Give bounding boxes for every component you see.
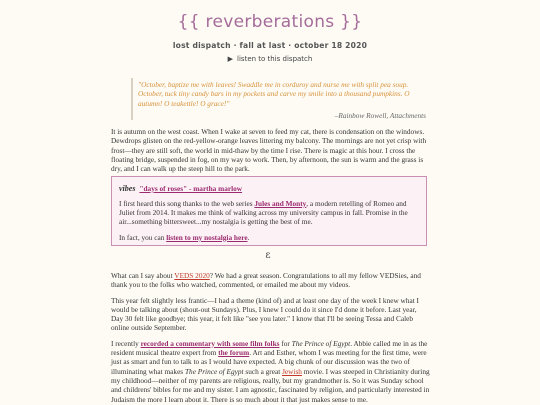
intro-paragraph: [111, 127, 430, 173]
vibes-box: [111, 176, 427, 246]
body-paragraphs: [111, 271, 430, 404]
site-header: [0, 0, 540, 63]
body-text: What can I say about: [111, 271, 175, 280]
vibes-label: vibes: [119, 184, 136, 193]
vibes-text: I first heard this song thanks to the web series: [119, 199, 255, 208]
body-text: . Abbie called me in as the resident musical theatre expert from: [111, 338, 428, 358]
vibes-text: .: [247, 232, 250, 242]
intro-text: It is autumn on the west coast. When I wake at seven to feed my cat, there is condensation on the windows. Dewdrops glisten on the red-yellow-orange leaves littering my balcony. The mornings are not yet crisp with frost—they are still soft, the world in mid-thaw by the time I rise. There is magic at this hour. I cross the floating bridge, suspended in fog, on my way to work. Then, by afternoon, the sun is warm and the grass is dry, and I can walk up the steep hill to the park.: [111, 127, 427, 174]
jewish-link[interactable]: Jewish: [282, 366, 302, 376]
jules-and-monty-link[interactable]: Jules and Monty: [254, 199, 307, 208]
film-title: The Prince of Egypt: [291, 338, 351, 348]
vibes-text: In fact, you can: [119, 232, 167, 242]
commentary-link[interactable]: recorded a commentary with some film folks: [140, 338, 280, 348]
vibes-paragraph-2: [119, 233, 418, 242]
body-text: . Art and Esther, whom I was meeting for the first time, were just as smart and fun to talk to as I would have expected. A big chunk of our discussion was the two of illuminating what makes: [111, 348, 427, 376]
body-paragraph-1: [111, 271, 430, 290]
body-text: movie. I was steeped in Christianity during my childhood—neither of my parents are religious, really, but my grandmother is. So it was Sunday school and childrens' bibles for me and my sister. I am agnostic, fascinated by religion, and particularly interested in Judaism the more I learn about it. There is so much about it that just makes sense to me.: [111, 366, 430, 404]
listen-label: listen to this dispatch: [237, 55, 313, 63]
site-title-link[interactable]: {{ reverberations }}: [177, 12, 363, 32]
vibes-header: [119, 184, 418, 193]
body-text: for: [279, 338, 292, 348]
body-text: ? We had a great season. Congratulations to all my fellow VEDSies, and thank you to the folks who watched, commented, or emailed me about my videos.: [111, 271, 421, 290]
epigraph-quote: [131, 78, 426, 120]
forum-link[interactable]: the forum: [218, 348, 250, 358]
quote-attribution: –Rainbow Rowell, Attachments: [334, 110, 426, 120]
body-text: I recently: [111, 338, 141, 348]
body-paragraph-2: This year felt slightly less frantic—I had a theme (kind of) and at least one day of the week I knew what I would be talking about (shout-out Sundays). Plus, I knew I could do it since I'd done it before. Last year, Day 30 felt like goodbye; this year, it felt like "see you later." I know that I'll be seeing Tessa and Caleb online outside September.: [111, 295, 419, 333]
listen-button[interactable]: [0, 55, 540, 63]
nostalgia-playlist-link[interactable]: listen to my nostalgia here: [166, 232, 248, 242]
body-text: such a great: [243, 366, 283, 376]
quote-text: "October, baptize me with leaves! Swaddle me in corduroy and nurse me with split pea soup. October, tuck tiny candy bars in my pockets and carve my smile into a thousand pumpkins. O autumn! O teakettle! O grace!": [138, 80, 410, 108]
play-icon: ▶: [227, 55, 234, 63]
post-meta: lost dispatch · fall at last · october 18 2020: [172, 41, 368, 50]
body-paragraph-3: [111, 339, 430, 404]
film-title: The Prince of Egypt: [184, 366, 244, 376]
vibes-text: , a modern retelling of Romeo and Juliet from 2014. It makes me think of walking across my university campus in fall. Promise in the air...something bittersweet...my nostalgia is getting the best of me.: [119, 199, 408, 227]
vibes-paragraph-1: [119, 199, 418, 227]
vibes-song-link[interactable]: "days of roses" - martha marlow: [139, 184, 243, 193]
section-divider-ornament: ɛ: [265, 250, 271, 261]
veds-2020-link[interactable]: VEDS 2020: [174, 271, 210, 280]
